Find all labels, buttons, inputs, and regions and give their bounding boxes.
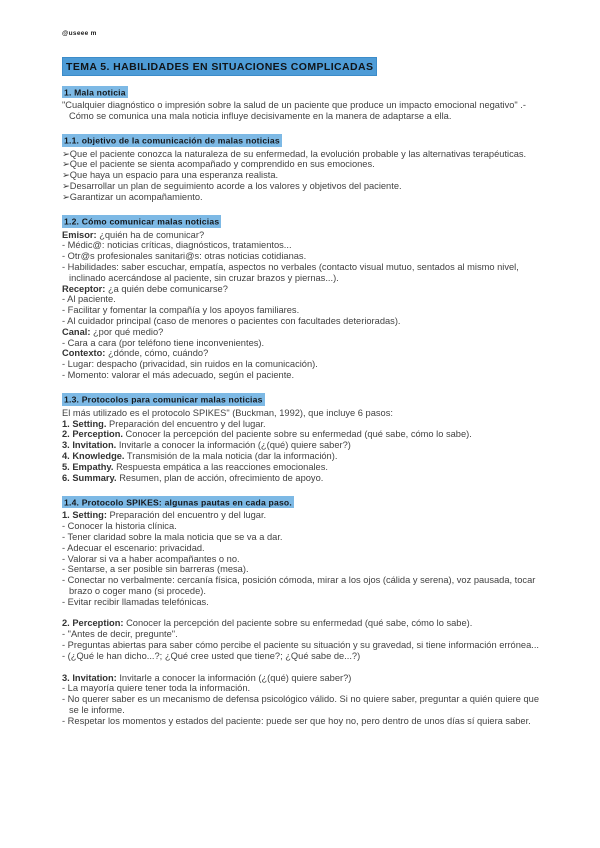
text-line-text: - Sentarse, a ser posible sin barreras (mesa).: [62, 564, 249, 575]
text-line-text: - Momento: valorar el más adecuado, según el paciente.: [62, 369, 295, 380]
text-line-lead: 3. Invitation:: [62, 672, 117, 683]
text-line-text: - Conocer la historia clínica.: [62, 521, 177, 532]
text-line: [62, 408, 542, 419]
line-spacer: [62, 662, 542, 673]
text-line: [62, 429, 542, 440]
section: [62, 217, 542, 381]
text-line-text: El más utilizado es el protocolo SPIKES" (Buckman, 1992), que incluye 6 pasos:: [62, 407, 393, 418]
text-line-text: Preparación del encuentro y del lugar.: [106, 418, 266, 429]
text-line-text: - Preguntas abiertas para saber cómo percibe el paciente su situación y su gravedad, si tiene información errónea...: [62, 640, 539, 651]
text-line: [62, 327, 542, 338]
text-line-text: Transmisión de la mala noticia (dar la información).: [124, 450, 338, 461]
text-line-lead: 3. Invitation.: [62, 440, 117, 451]
text-line-text: - No querer saber es un mecanismo de defensa psicológico válido. Si no quiere saber, preguntar a quién quiere que se le informe.: [62, 694, 540, 716]
text-line: [62, 284, 542, 295]
text-line-lead: 1. Setting:: [62, 510, 107, 521]
text-line-text: Conocer la percepción del paciente sobre su enfermedad (qué sabe, cómo lo sabe).: [123, 618, 473, 629]
text-line-lead: Contexto:: [62, 348, 106, 359]
section: [62, 136, 542, 203]
text-line: [62, 294, 542, 305]
text-line-text: - Habilidades: saber escuchar, empatía, aspectos no verbales (contacto visual mutuo, sentados al mismo nivel, inclinado acercándose al paciente, sin cruzar brazos y piernas...).: [62, 261, 519, 283]
text-line: [62, 419, 542, 430]
text-line-text: - Cara a cara (por teléfono tiene inconvenientes).: [62, 337, 265, 348]
text-line-lead: 2. Perception.: [62, 429, 123, 440]
text-line-text: - Lugar: despacho (privacidad, sin ruidos en la comunicación).: [62, 359, 318, 370]
text-line: [62, 597, 542, 608]
text-line-lead: Receptor:: [62, 283, 106, 294]
text-line-text: "Cualquier diagnóstico o impresión sobre la salud de un paciente que produce un impacto emocional negativo" .- Cómo se comunica una mala noticia influye decisivamente en la manera de adaptarse a ella.: [62, 100, 526, 121]
text-line-text: Resumen, plan de acción, ofrecimiento de apoyo.: [116, 472, 324, 483]
text-line-text: - Al cuidador principal (caso de menores o pacientes con facultades deterioradas).: [62, 315, 401, 326]
text-line: [62, 240, 542, 251]
text-line: [62, 510, 542, 521]
text-line-text: - Otr@s profesionales sanitari@s: otras noticias cotidianas.: [62, 251, 307, 262]
text-line: [62, 629, 542, 640]
text-line: [62, 564, 542, 575]
text-line: [62, 230, 542, 241]
text-line-text: Respuesta empática a las reacciones emocionales.: [113, 461, 328, 472]
section-heading-highlight: 1. Mala noticia: [64, 87, 126, 97]
text-line: [62, 348, 542, 359]
section-heading-highlight: 1.2. Cómo comunicar malas noticias: [64, 216, 220, 227]
text-line: [62, 521, 542, 532]
text-line: [62, 338, 542, 349]
text-line: [62, 673, 542, 684]
text-line-lead: 1. Setting.: [62, 418, 107, 429]
section: [62, 497, 542, 726]
text-line: [62, 462, 542, 473]
text-line-text: - Evitar recibir llamadas telefónicas.: [62, 596, 209, 607]
text-line: [62, 651, 542, 662]
text-line-text: - "Antes de decir, pregunte".: [62, 629, 178, 640]
text-line: [62, 543, 542, 554]
text-line: [62, 316, 542, 327]
section-heading-highlight: 1.1. objetivo de la comunicación de malas noticias: [64, 135, 280, 146]
text-line-text: - Valorar si va a haber acompañantes o no.: [62, 553, 240, 564]
text-line: [62, 159, 542, 170]
text-line: [62, 683, 542, 694]
section-heading: [62, 395, 542, 405]
document-body: [62, 87, 542, 727]
section-heading: [62, 136, 542, 146]
text-line: [62, 251, 542, 262]
text-line-text: - Tener claridad sobre la mala noticia que se va a dar.: [62, 531, 283, 542]
text-line-text: ¿a quién debe comunicarse?: [105, 283, 228, 294]
text-line-text: Invitarle a conocer la información (¿(qué) quiere saber?): [116, 672, 352, 683]
section: [62, 87, 542, 122]
text-line-lead: 4. Knowledge.: [62, 450, 125, 461]
text-line: [62, 305, 542, 316]
text-line-text: Invitarle a conocer la información (¿(qué) quiere saber?): [116, 440, 351, 451]
text-line-text: ➢Que el paciente conozca la naturaleza de su enfermedad, la evolución probable y las alternativas terapéuticas.: [62, 148, 527, 159]
text-line: [62, 618, 542, 629]
text-line-text: - La mayoría quiere tener toda la información.: [62, 683, 251, 694]
text-line-lead: Emisor:: [62, 229, 97, 240]
text-line: [62, 100, 542, 122]
section-heading-highlight: 1.4. Protocolo SPIKES: algunas pautas en cada paso.: [64, 497, 292, 508]
text-line: [62, 473, 542, 484]
text-line: [62, 170, 542, 181]
text-line: [62, 451, 542, 462]
text-line: [62, 359, 542, 370]
text-line: [62, 149, 542, 160]
text-line-text: ¿dónde, cómo, cuándo?: [105, 348, 209, 359]
text-line-lead: 5. Empathy.: [62, 461, 114, 472]
text-line-text: ➢Garantizar un acompañamiento.: [62, 191, 203, 202]
text-line-text: - (¿Qué le han dicho...?; ¿Qué cree usted que tiene?; ¿Qué sabe de...?): [62, 650, 361, 661]
text-line-text: ➢Que haya un espacio para una esperanza realista.: [62, 170, 279, 181]
text-line-text: ➢Desarrollar un plan de seguimiento acorde a los valores y objetivos del paciente.: [62, 180, 402, 191]
text-line: [62, 575, 542, 597]
text-line-lead: 2. Perception:: [62, 618, 124, 629]
text-line-text: - Adecuar el escenario: privacidad.: [62, 542, 205, 553]
watermark-handle: @useee m: [62, 30, 97, 37]
line-spacer: [62, 607, 542, 618]
text-line-text: - Respetar los momentos y estados del paciente: puede ser que hoy no, pero dentro de unos días sí quiera saber.: [62, 715, 531, 726]
text-line: [62, 694, 542, 716]
text-line: [62, 554, 542, 565]
section-heading: [62, 217, 542, 227]
text-line-text: - Médic@: noticias críticas, diagnósticos, tratamientos...: [62, 240, 292, 251]
section-heading-highlight: 1.3. Protocolos para comunicar malas noticias: [64, 394, 263, 405]
section-heading: [62, 87, 542, 97]
section: [62, 395, 542, 484]
text-line: [62, 181, 542, 192]
text-line: [62, 640, 542, 651]
page-title-highlight: TEMA 5. HABILIDADES EN SITUACIONES COMPLICADAS: [62, 57, 377, 76]
text-line: [62, 532, 542, 543]
text-line-text: - Al paciente.: [62, 294, 116, 305]
text-line-lead: 6. Summary.: [62, 472, 117, 483]
section-heading: [62, 497, 542, 507]
text-line: [62, 262, 542, 284]
text-line: [62, 370, 542, 381]
text-line-text: Conocer la percepción del paciente sobre su enfermedad (qué sabe, cómo lo sabe).: [122, 429, 472, 440]
text-line-text: Preparación del encuentro y del lugar.: [106, 510, 267, 521]
text-line-text: ➢Que el paciente se sienta acompañado y comprendido en sus emociones.: [62, 159, 375, 170]
text-line-lead: Canal:: [62, 326, 91, 337]
text-line-text: - Conectar no verbalmente: cercanía física, posición cómoda, mirar a los ojos (cálida y serena), voz pausada, tocar brazo o coger mano (si procede).: [62, 575, 536, 596]
text-line-text: ¿quién ha de comunicar?: [96, 229, 205, 240]
text-line: [62, 440, 542, 451]
text-line: [62, 716, 542, 727]
text-line-text: - Facilitar y fomentar la compañía y los apoyos familiares.: [62, 305, 300, 316]
text-line-text: ¿por qué medio?: [90, 326, 164, 337]
text-line: [62, 192, 542, 203]
page-title: [62, 61, 542, 73]
